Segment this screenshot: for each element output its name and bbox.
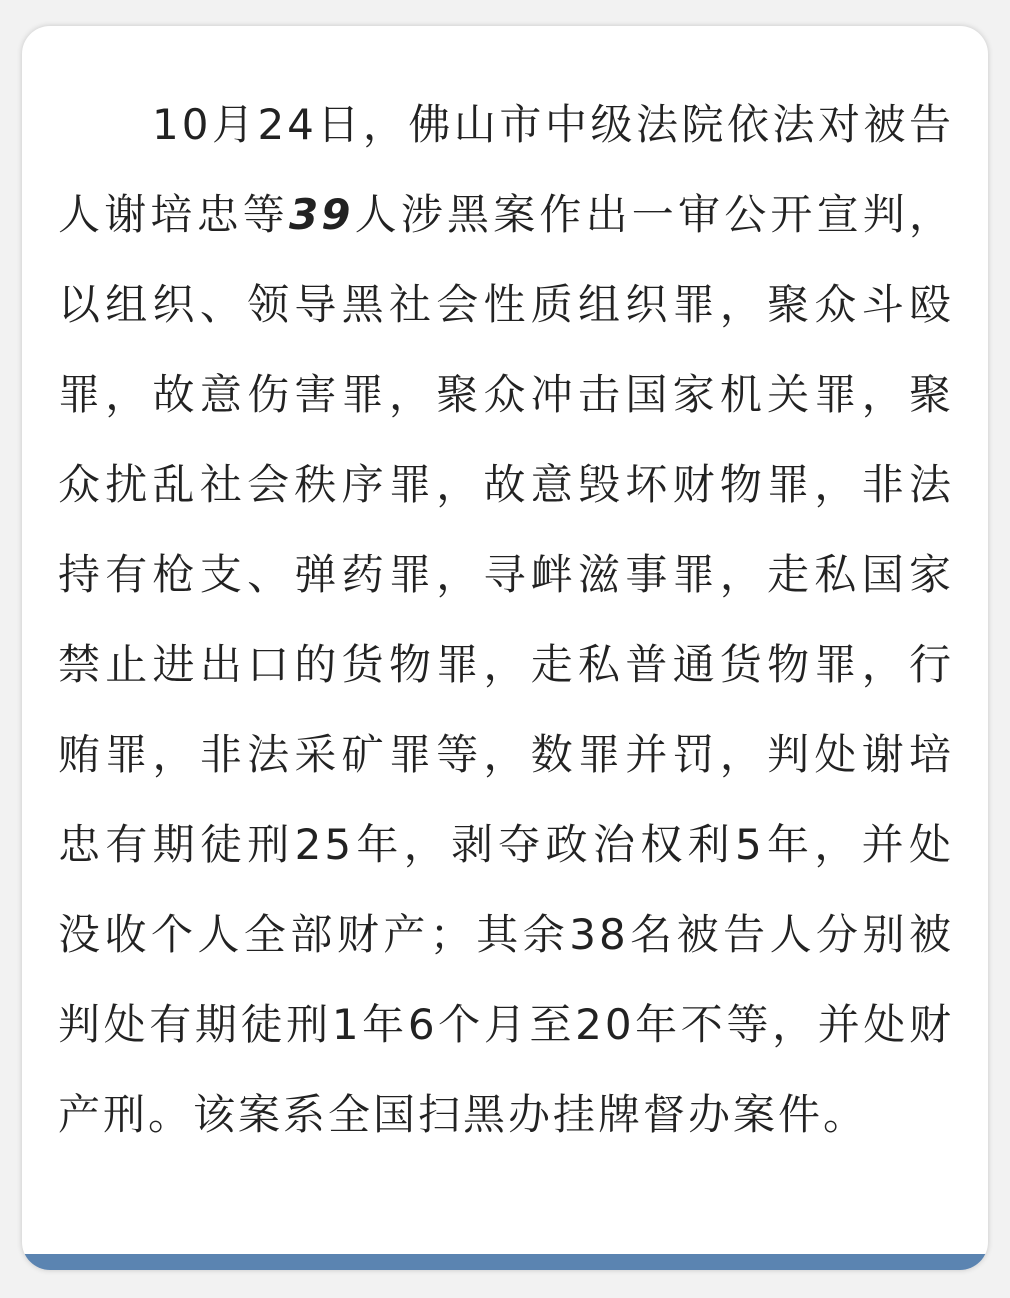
article-card	[22, 26, 988, 1270]
defendant-count: 39	[288, 190, 354, 239]
article-text-part1: 10月24日，佛山市中级法院依法对被告人谢培忠等	[58, 100, 954, 239]
article-paragraph	[58, 80, 954, 1160]
bottom-accent-bar	[22, 1254, 988, 1270]
article-text-part2: 人涉黑案作出一审公开宣判，以组织、领导黑社会性质组织罪，聚众斗殴罪，故意伤害罪，聚众冲击国家机关罪，聚众扰乱社会秩序罪，故意毁坏财物罪，非法持有枪支、弹药罪，寻衅滋事罪，走私国家禁止进出口的货物罪，走私普通货物罪，行贿罪，非法采矿罪等，数罪并罚，判处谢培忠有期徒刑25年，剥夺政治权利5年，并处没收个人全部财产；其余38名被告人分别被判处有期徒刑1年6个月至20年不等，并处财产刑。该案系全国扫黑办挂牌督办案件。	[58, 190, 954, 1139]
